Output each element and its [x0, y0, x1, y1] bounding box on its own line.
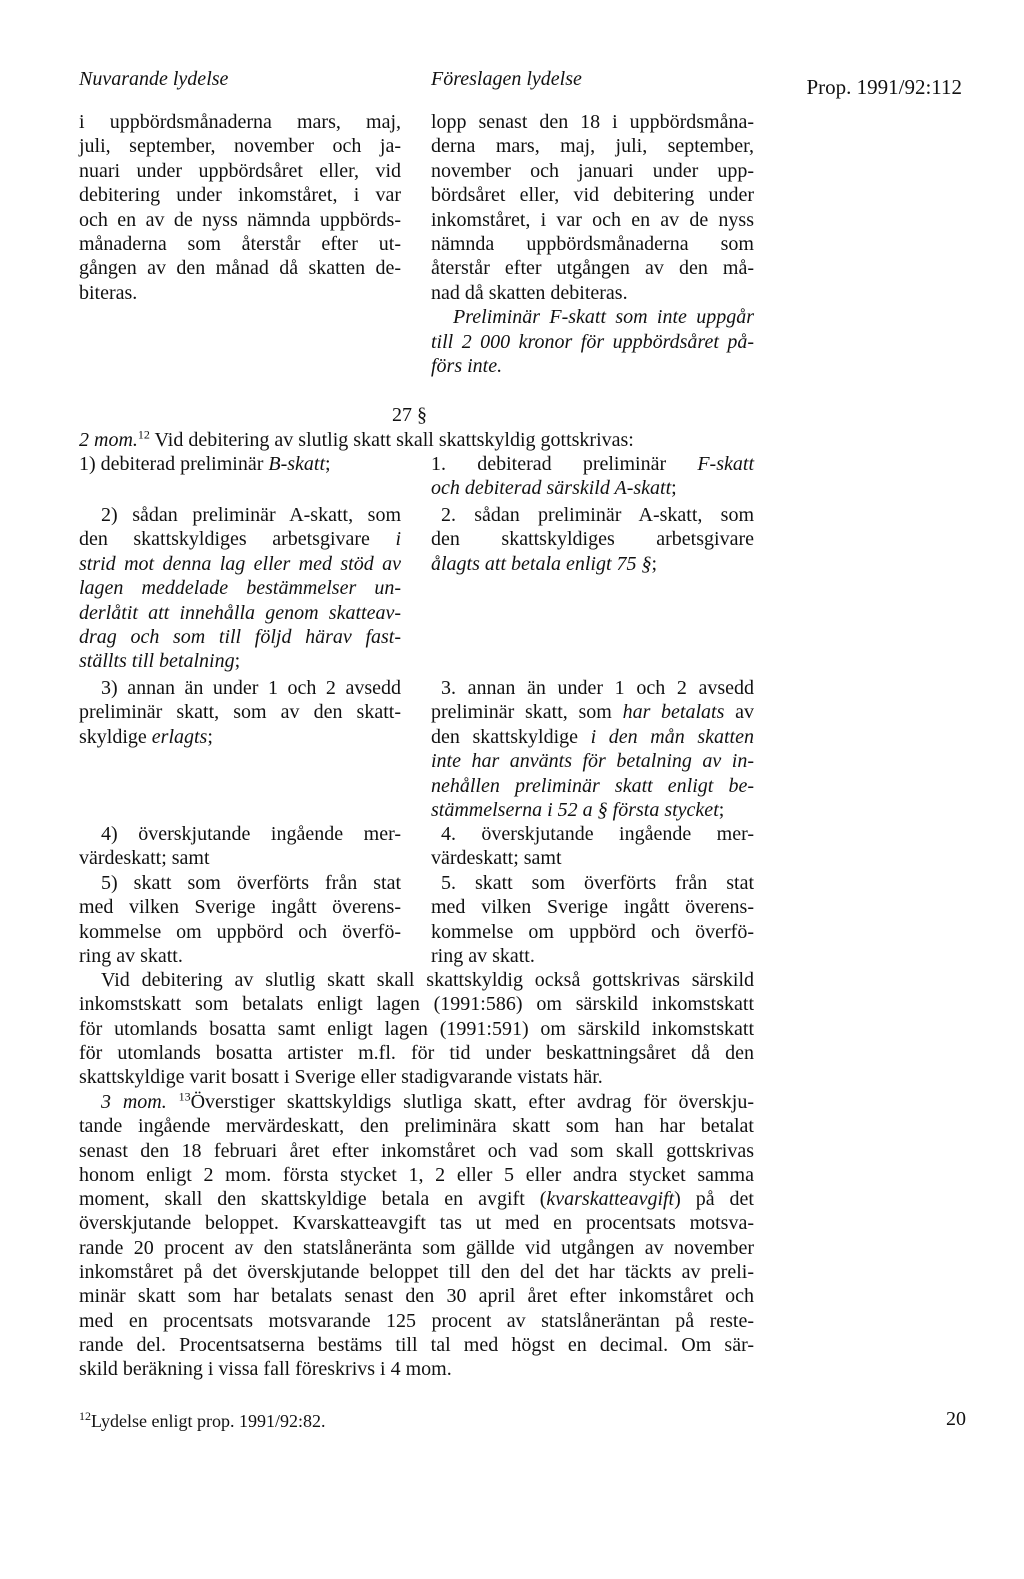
- text-line: den skattskyldiges arbetsgivare i: [79, 528, 401, 551]
- text-line: för utomlands bosatta artister m.fl. för tid under beskattningsåret då den: [79, 1041, 754, 1064]
- text-line: bördsåret eller, vid debitering under: [431, 184, 754, 207]
- text-line: skattskyldige varit bosatt i Sverige eller stadigvarande vistats här.: [79, 1066, 603, 1089]
- text-line: nehållen preliminär skatt enligt be-: [431, 774, 754, 797]
- text-line: minär skatt som har betalats senast den 30 april året efter inkomståret och: [79, 1285, 754, 1308]
- text-line: lagen meddelade bestämmelser un-: [79, 577, 401, 600]
- text-line: rande 20 procent av den statslåneränta som gällde vid utgången av november: [79, 1236, 754, 1259]
- text-line: inkomståret, i var och en av de nyss: [431, 208, 754, 231]
- text-line: nuari under uppbördsåret eller, vid: [79, 159, 401, 182]
- text-line: inte har använts för betalning av in-: [431, 750, 754, 773]
- text-line: drag och som till följd härav fast-: [79, 626, 401, 649]
- text-line: 5. skatt som överförts från stat: [441, 872, 754, 894]
- paragraph-special-income-tax: [79, 968, 754, 1089]
- item-1-proposed: [431, 452, 754, 501]
- section-number: 27 §: [392, 404, 427, 426]
- item-2-proposed: [431, 503, 754, 576]
- text-line: ring av skatt.: [79, 945, 183, 968]
- text-line: till 2 000 kronor för uppbördsåret på-: [431, 330, 754, 353]
- top-left-paragraph: [79, 110, 401, 305]
- mom2-label: 2 mom.: [79, 429, 138, 451]
- text-line: i uppbördsmånaderna mars, maj,: [79, 111, 401, 133]
- text-line: och debiterad särskild A-skatt;: [431, 477, 677, 500]
- text-line: för utomlands bosatta samt enligt lagen (1991:591) om särskild inkomstskatt: [79, 1017, 754, 1040]
- text-line: ålagts att betala enligt 75 §;: [431, 552, 658, 575]
- text-line: 2) sådan preliminär A-skatt, som: [101, 504, 401, 526]
- text-line: med en procentsats motsvarande 125 procent av statslåneräntan på reste-: [79, 1309, 754, 1332]
- text-line: den skattskyldige i den mån skatten: [431, 725, 754, 748]
- item-5-current: [79, 871, 401, 969]
- item-2-current: [79, 503, 401, 674]
- header-current-wording: Nuvarande lydelse: [79, 68, 229, 90]
- text-line: lopp senast den 18 i uppbördsmåna-: [431, 111, 754, 133]
- text-line: ring av skatt.: [431, 945, 535, 968]
- text-line: värdeskatt; samt: [79, 847, 210, 870]
- text-line: tande ingående mervärdeskatt, den preliminära skatt som han har betalat: [79, 1115, 754, 1138]
- footnote-text: Lydelse enligt prop. 1991/92:82.: [91, 1411, 326, 1431]
- text-line: överskjutande beloppet. Kvarskatteavgift tas ut med en procentsats motsva-: [79, 1212, 754, 1235]
- text-line: skild beräkning i vissa fall föreskrivs i 4 mom.: [79, 1358, 452, 1381]
- text-line: 4. överskjutande ingående mer-: [441, 823, 754, 845]
- text-line: den skattskyldiges arbetsgivare: [431, 528, 754, 551]
- text-line: Vid debitering av slutlig skatt skall skattskyldig också gottskrivas särskild: [101, 969, 754, 991]
- text-line: kommelse om uppbörd och överfö-: [79, 920, 401, 943]
- text-line: 2 mom.$^{12}$ Vid debitering av slutlig skatt skall skattskyldig gottskrivas:: [79, 427, 634, 451]
- page-number: 20: [946, 1408, 966, 1430]
- text-line: rande del. Procentsatserna bestäms till tal med högst en decimal. Om sär-: [79, 1333, 754, 1356]
- item-3-proposed: [431, 676, 754, 822]
- text-line: med vilken Sverige ingått överens-: [431, 896, 754, 919]
- text-line: ställts till betalning;: [79, 650, 241, 673]
- text-line: skyldige erlagts;: [79, 725, 213, 748]
- text-line: inkomståret på det överskjutande beloppet till den del det har täckts av preli-: [79, 1261, 754, 1284]
- text-line: kommelse om uppbörd och överfö-: [431, 920, 754, 943]
- text-line: biteras.: [79, 281, 138, 304]
- text-line: moment, skall den skattskyldige betala en avgift (kvarskatteavgift) på det: [79, 1188, 754, 1211]
- footnote: [79, 1410, 325, 1432]
- text-line: 2. sådan preliminär A-skatt, som: [441, 504, 754, 526]
- text-line: månaderna som återstår efter ut-: [79, 233, 401, 256]
- text-line: derlåtit att innehålla genom skatteav-: [79, 601, 401, 624]
- text-line: nad då skatten debiteras.: [431, 281, 628, 304]
- text-line: derna mars, maj, juli, september,: [431, 135, 754, 158]
- text-line: förs inte.: [431, 355, 503, 378]
- text-line: gången av den månad då skatten de-: [79, 257, 401, 280]
- mom3-paragraph: [79, 1090, 754, 1382]
- text-line: preliminär skatt, som av den skatt-: [79, 701, 401, 724]
- item-5-proposed: [431, 871, 754, 969]
- text-line: återstår efter utgången av den må-: [431, 257, 754, 280]
- text-line: 3. annan än under 1 och 2 avsedd: [441, 677, 754, 699]
- top-right-paragraph: [431, 110, 754, 378]
- text-line: med vilken Sverige ingått överens-: [79, 896, 401, 919]
- text-line: stämmelserna i 52 a § första stycket;: [431, 799, 725, 822]
- mom3-label: 3 mom.: [101, 1091, 167, 1113]
- item-4-current: [79, 822, 401, 871]
- footnote-ref: 13: [178, 1089, 191, 1104]
- text-line: 5) skatt som överförts från stat: [101, 872, 401, 894]
- text-line: strid mot denna lag eller med stöd av: [79, 552, 401, 575]
- footnote-mark: 12: [79, 1409, 91, 1423]
- text-line: inkomstskatt som betalats enligt lagen (1991:586) om särskild inkomstskatt: [79, 993, 754, 1016]
- item-1-current: [79, 452, 401, 476]
- header-proposed-wording: Föreslagen lydelse: [431, 68, 582, 90]
- text-line: 3) annan än under 1 och 2 avsedd: [101, 677, 401, 699]
- item-3-current: [79, 676, 401, 749]
- text-line: värdeskatt; samt: [431, 847, 562, 870]
- text-line: senast den 18 februari året efter inkomståret och vad som skall gottskrivas: [79, 1139, 754, 1162]
- proposition-reference: Prop. 1991/92:112: [806, 75, 962, 99]
- text-line: november och januari under upp-: [431, 159, 754, 182]
- item-4-proposed: [431, 822, 754, 871]
- text-line: nämnda uppbördsmånaderna som: [431, 233, 754, 256]
- mom2-intro: [79, 428, 754, 452]
- text-line: preliminär skatt, som har betalats av: [431, 701, 754, 724]
- text-line: 1) debiterad preliminär B-skatt;: [79, 453, 331, 475]
- text-line: honom enligt 2 mom. första stycket 1, 2 eller 5 eller andra stycket samma: [79, 1163, 754, 1186]
- footnote-ref: 12: [137, 427, 150, 442]
- text-line: debitering under inkomståret, i var: [79, 184, 401, 207]
- text-line: och en av de nyss nämnda uppbörds-: [79, 208, 401, 231]
- text-line: 3 mom. $^{13}$Överstiger skattskyldigs slutliga skatt, efter avdrag för överskju-: [101, 1089, 755, 1113]
- text-line: Preliminär F-skatt som inte uppgår: [453, 306, 754, 329]
- text-line: 4) överskjutande ingående mer-: [101, 823, 401, 845]
- text-line: 1. debiterad preliminär F-skatt: [431, 453, 754, 475]
- text-line: juli, september, november och ja-: [79, 135, 401, 158]
